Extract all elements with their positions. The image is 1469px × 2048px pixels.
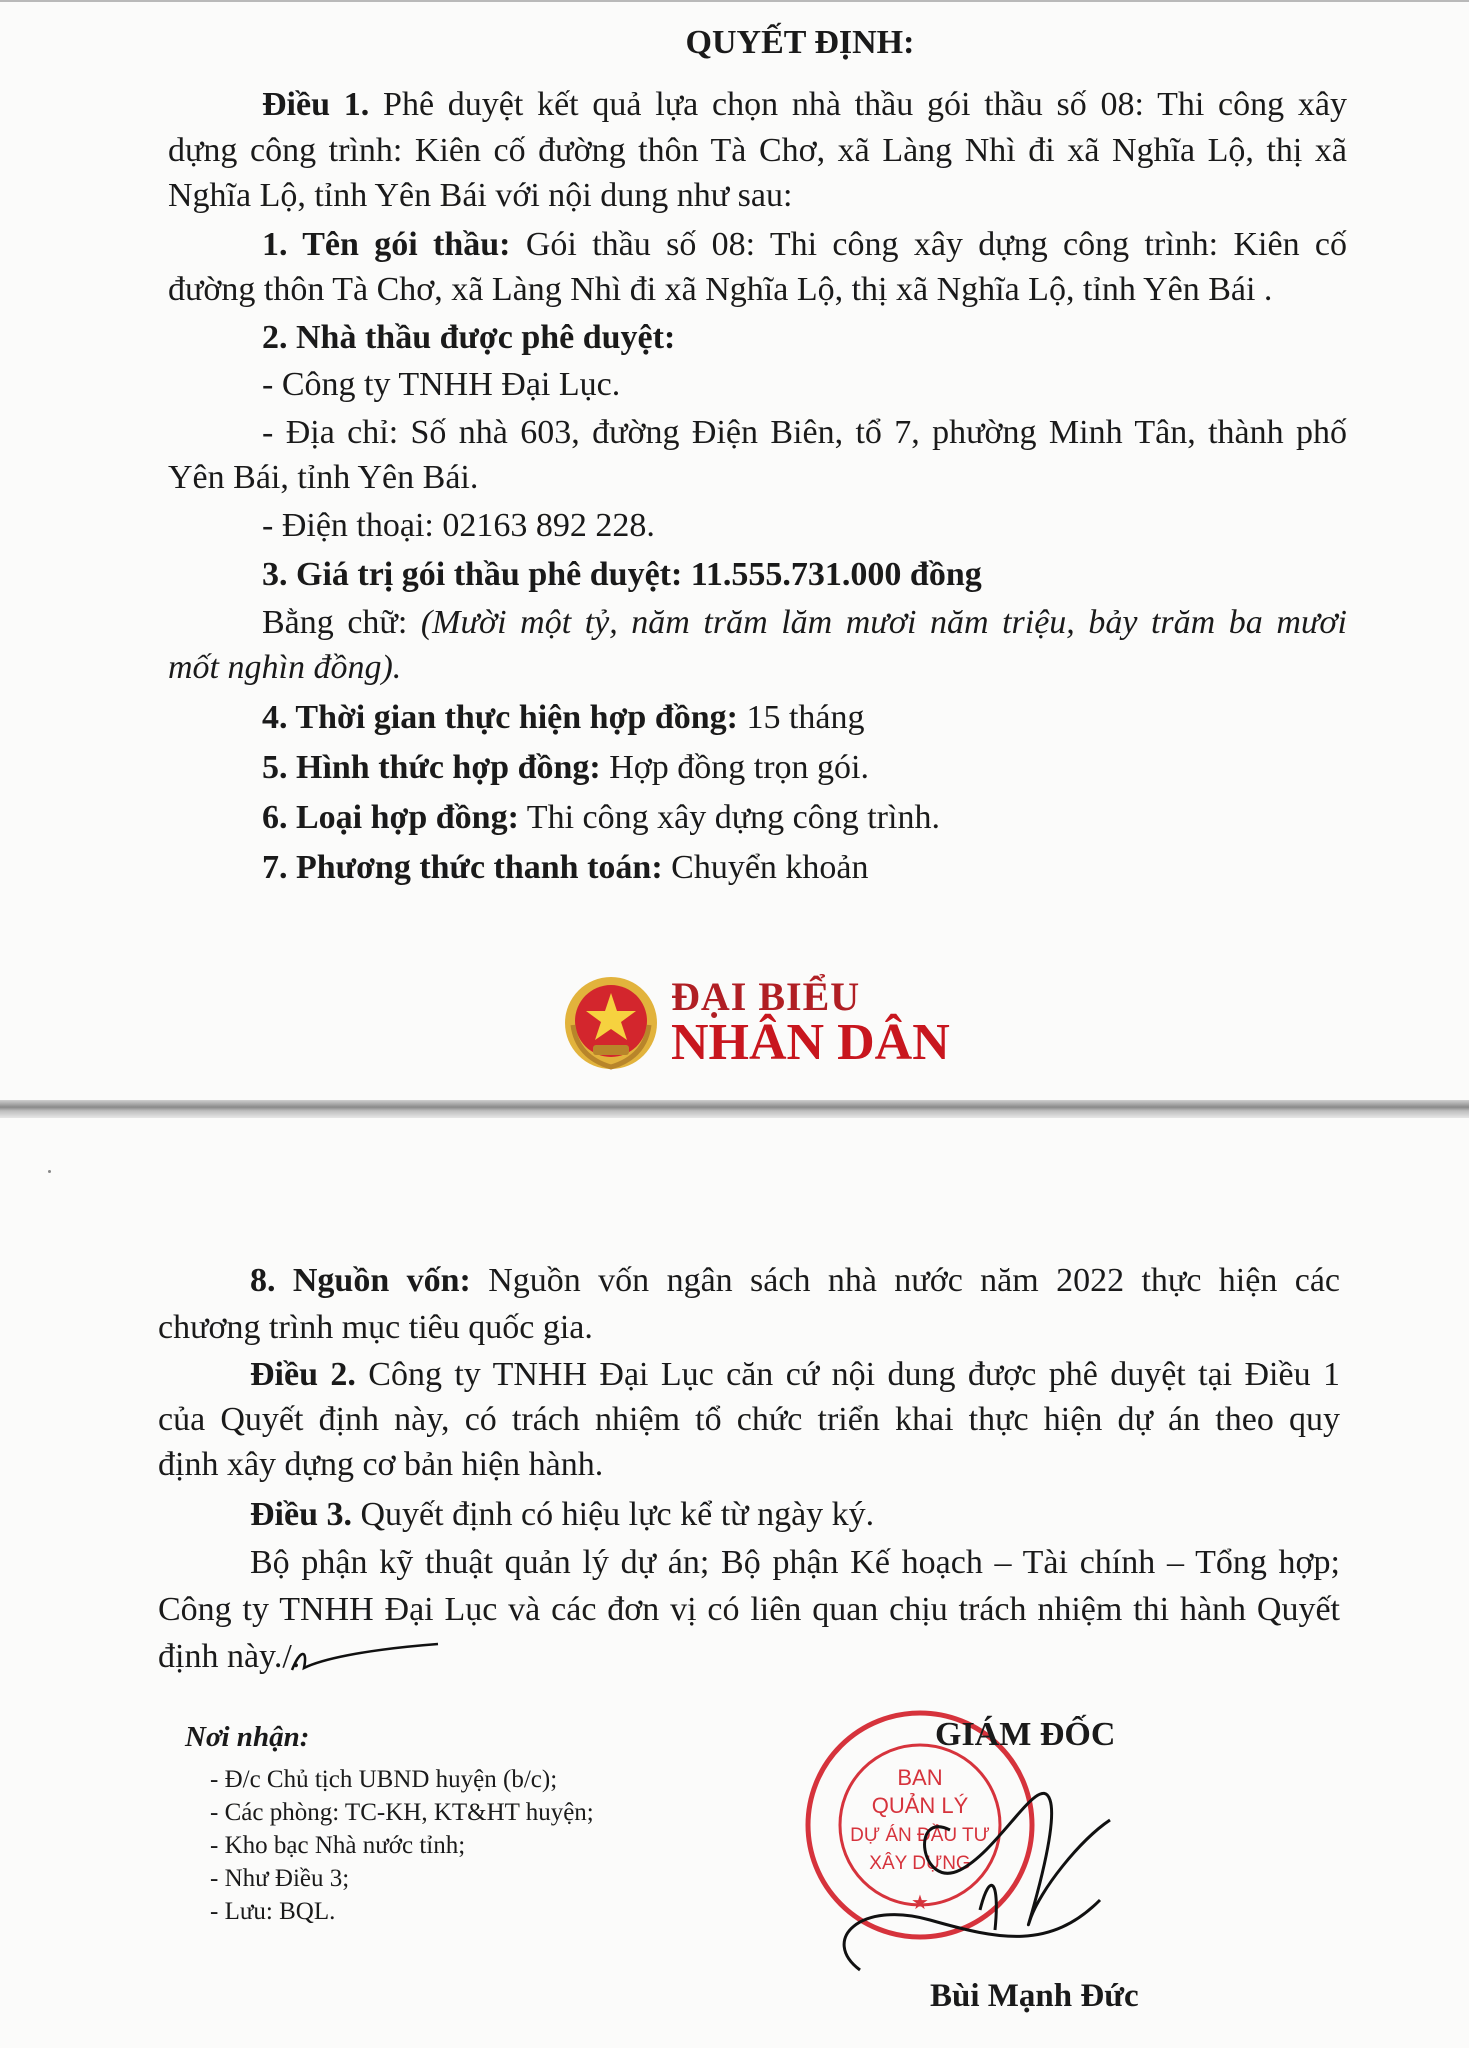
stamp-star: ★ bbox=[911, 1892, 929, 1914]
value-in-words-line-1: Bằng chữ: (Mười một tỷ, năm trăm lăm mươi năm triệu, bảy trăm ba mươi bbox=[262, 604, 1348, 641]
article-3-para-line-2: Công ty TNHH Đại Lục và các đơn vị có liên quan chịu trách nhiệm thi hành Quyết bbox=[158, 1591, 1340, 1628]
contractor-phone: - Điện thoại: 02163 892 228. bbox=[262, 507, 655, 544]
article-1-label: Điều 1. bbox=[262, 86, 370, 123]
item-3-package-value: 3. Giá trị gói thầu phê duyệt: 11.555.731.000 đồng bbox=[262, 556, 982, 593]
item-8-line-2: chương trình mục tiêu quốc gia. bbox=[158, 1309, 593, 1346]
item-5: 5. Hình thức hợp đồng: Hợp đồng trọn gói. bbox=[262, 749, 869, 786]
recipient-item: - Các phòng: TC-KH, KT&HT huyện; bbox=[210, 1799, 594, 1826]
article-3-para-line-3: định này./. bbox=[158, 1638, 301, 1675]
national-emblem-icon bbox=[563, 975, 659, 1071]
item-1-label: 1. Tên gói thầu: bbox=[262, 226, 511, 263]
article-3-para-line-1: Bộ phận kỹ thuật quản lý dự án; Bộ phận Kế hoạch – Tài chính – Tổng hợp; bbox=[250, 1544, 1340, 1581]
article-2-label: Điều 2. bbox=[250, 1356, 356, 1393]
initial-scribble-icon bbox=[290, 1640, 440, 1680]
article-2-line-3: định xây dựng cơ bản hiện hành. bbox=[158, 1446, 604, 1483]
stamp-line-3: DỰ ÁN ĐẦU TƯ bbox=[850, 1825, 990, 1846]
item-8-label: 8. Nguồn vốn: bbox=[250, 1262, 471, 1299]
item-2-label: 2. Nhà thầu được phê duyệt: bbox=[262, 319, 676, 356]
item-4: 4. Thời gian thực hiện hợp đồng: 15 tháng bbox=[262, 699, 865, 736]
item-1-line-1: 1. Tên gói thầu: Gói thầu số 08: Thi công xây dựng công trình: Kiên cố bbox=[262, 226, 1347, 263]
handwritten-signature-icon bbox=[800, 1750, 1130, 2000]
dai-bieu-nhan-dan-logo bbox=[563, 974, 950, 1075]
article-1-line-2: dựng công trình: Kiên cố đường thôn Tà Chơ, xã Làng Nhì đi xã Nghĩa Lộ, thị xã bbox=[168, 132, 1347, 169]
article-3-label: Điều 3. bbox=[250, 1496, 352, 1533]
stamp-line-1: BAN bbox=[897, 1765, 943, 1790]
article-1-line-1: Điều 1. Phê duyệt kết quả lựa chọn nhà thầu gói thầu số 08: Thi công xây bbox=[262, 86, 1347, 123]
article-2-line-2: của Quyết định này, có trách nhiệm tổ chức triển khai thực hiện dự án theo quy bbox=[158, 1401, 1340, 1438]
signer-title: GIÁM ĐỐC bbox=[935, 1716, 1116, 1753]
article-3-line: Điều 3. Quyết định có hiệu lực kể từ ngày ký. bbox=[250, 1496, 875, 1533]
decision-heading: QUYẾT ĐỊNH: bbox=[685, 24, 915, 61]
contractor-address-line-2: Yên Bái, tỉnh Yên Bái. bbox=[168, 459, 479, 496]
item-1-line-2: đường thôn Tà Chơ, xã Làng Nhì đi xã Nghĩa Lộ, thị xã Nghĩa Lộ, tỉnh Yên Bái . bbox=[168, 271, 1273, 308]
article-2-line-1: Điều 2. Công ty TNHH Đại Lục căn cứ nội dung được phê duyệt tại Điều 1 bbox=[250, 1356, 1340, 1393]
item-7: 7. Phương thức thanh toán: Chuyển khoản bbox=[262, 849, 869, 886]
page-top-border bbox=[0, 0, 1469, 2]
stamp-line-4: XÂY DỰNG bbox=[869, 1853, 971, 1874]
recipients-title: Nơi nhận: bbox=[185, 1721, 310, 1753]
logo-text-dai-bieu: ĐẠI BIỂU bbox=[671, 974, 861, 1019]
signer-name: Bùi Mạnh Đức bbox=[930, 1978, 1139, 2014]
logo-text-nhan-dan: NHÂN DÂN bbox=[671, 1014, 950, 1071]
article-1-line-3: Nghĩa Lộ, tỉnh Yên Bái với nội dung như sau: bbox=[168, 177, 793, 214]
value-in-words-prefix: Bằng chữ: bbox=[262, 604, 421, 641]
page-separator bbox=[0, 1100, 1469, 1118]
recipient-item: - Đ/c Chủ tịch UBND huyện (b/c); bbox=[210, 1766, 558, 1793]
recipient-item: - Như Điều 3; bbox=[210, 1865, 350, 1892]
contractor-address-line-1: - Địa chỉ: Số nhà 603, đường Điện Biên, tổ 7, phường Minh Tân, thành phố bbox=[262, 414, 1347, 451]
recipient-item: - Kho bạc Nhà nước tỉnh; bbox=[210, 1832, 466, 1859]
stamp-line-2: QUẢN LÝ bbox=[871, 1793, 969, 1818]
scan-speck bbox=[48, 1170, 51, 1173]
recipient-item: - Lưu: BQL. bbox=[210, 1898, 336, 1925]
item-6: 6. Loại hợp đồng: Thi công xây dựng công trình. bbox=[262, 799, 940, 836]
item-8-line-1: 8. Nguồn vốn: Nguồn vốn ngân sách nhà nước năm 2022 thực hiện các bbox=[250, 1262, 1340, 1299]
contractor-company: - Công ty TNHH Đại Lục. bbox=[262, 366, 621, 403]
value-in-words-line-2: mốt nghìn đồng). bbox=[168, 649, 402, 686]
